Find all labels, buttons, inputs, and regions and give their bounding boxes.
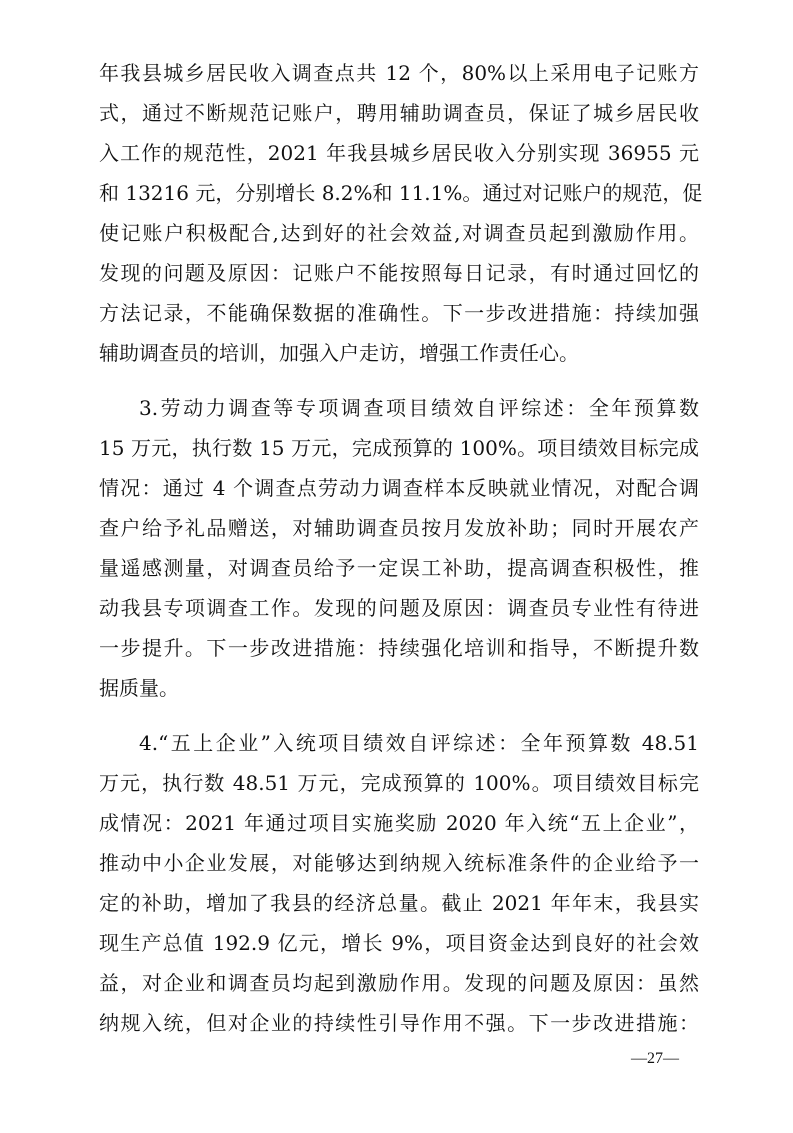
- body-text-line: 量遥感测量，对调查员给予一定误工补助，提高调查积极性，推: [99, 556, 699, 580]
- body-text-line: 据质量。: [99, 676, 179, 700]
- body-text-line: 情况：通过 4 个调查点劳动力调查样本反映就业情况，对配合调: [99, 476, 699, 500]
- body-text-line: 使记账户积极配合,达到好的社会效益,对调查员起到激励作用。: [99, 221, 699, 245]
- body-text-line: 年我县城乡居民收入调查点共 12 个，80%以上采用电子记账方: [99, 61, 699, 85]
- body-text-line: 推动中小企业发展，对能够达到纳规入统标准条件的企业给予一: [99, 851, 699, 875]
- body-text-line: 纳规入统，但对企业的持续性引导作用不强。下一步改进措施：: [99, 1011, 699, 1035]
- body-text-line: 一步提升。下一步改进措施：持续强化培训和指导，不断提升数: [99, 636, 699, 660]
- body-text-line: 万元，执行数 48.51 万元，完成预算的 100%。项目绩效目标完: [99, 771, 699, 795]
- body-text-line: 辅助调查员的培训，加强入户走访，增强工作责任心。: [99, 341, 579, 365]
- body-text-line: 和 13216 元，分别增长 8.2%和 11.1%。通过对记账户的规范，促: [99, 181, 703, 205]
- body-text-line: 式，通过不断规范记账户，聘用辅助调查员，保证了城乡居民收: [99, 101, 699, 125]
- body-text-line: 15 万元，执行数 15 万元，完成预算的 100%。项目绩效目标完成: [99, 436, 699, 460]
- body-text-line: 入工作的规范性，2021 年我县城乡居民收入分别实现 36955 元: [99, 141, 699, 165]
- body-text-line: 方法记录，不能确保数据的准确性。下一步改进措施：持续加强: [99, 301, 699, 325]
- body-text-line: 益，对企业和调查员均起到激励作用。发现的问题及原因：虽然: [99, 971, 699, 995]
- body-text-line: 现生产总值 192.9 亿元，增长 9%，项目资金达到良好的社会效: [99, 931, 699, 955]
- body-text-line: 成情况：2021 年通过项目实施奖励 2020 年入统“五上企业”，: [99, 811, 699, 835]
- body-text-line: 查户给予礼品赠送，对辅助调查员按月发放补助；同时开展农产: [99, 516, 699, 540]
- body-text-line: 定的补助，增加了我县的经济总量。截止 2021 年年末，我县实: [99, 891, 699, 915]
- page-number: —27—: [631, 1050, 679, 1067]
- section-heading-line: 3.劳动力调查等专项调查项目绩效自评综述：全年预算数: [139, 396, 699, 420]
- section-heading-line: 4.“五上企业”入统项目绩效自评综述：全年预算数 48.51: [139, 731, 699, 755]
- body-text-line: 发现的问题及原因：记账户不能按照每日记录，有时通过回忆的: [99, 261, 699, 285]
- body-text-line: 动我县专项调查工作。发现的问题及原因：调查员专业性有待进: [99, 596, 699, 620]
